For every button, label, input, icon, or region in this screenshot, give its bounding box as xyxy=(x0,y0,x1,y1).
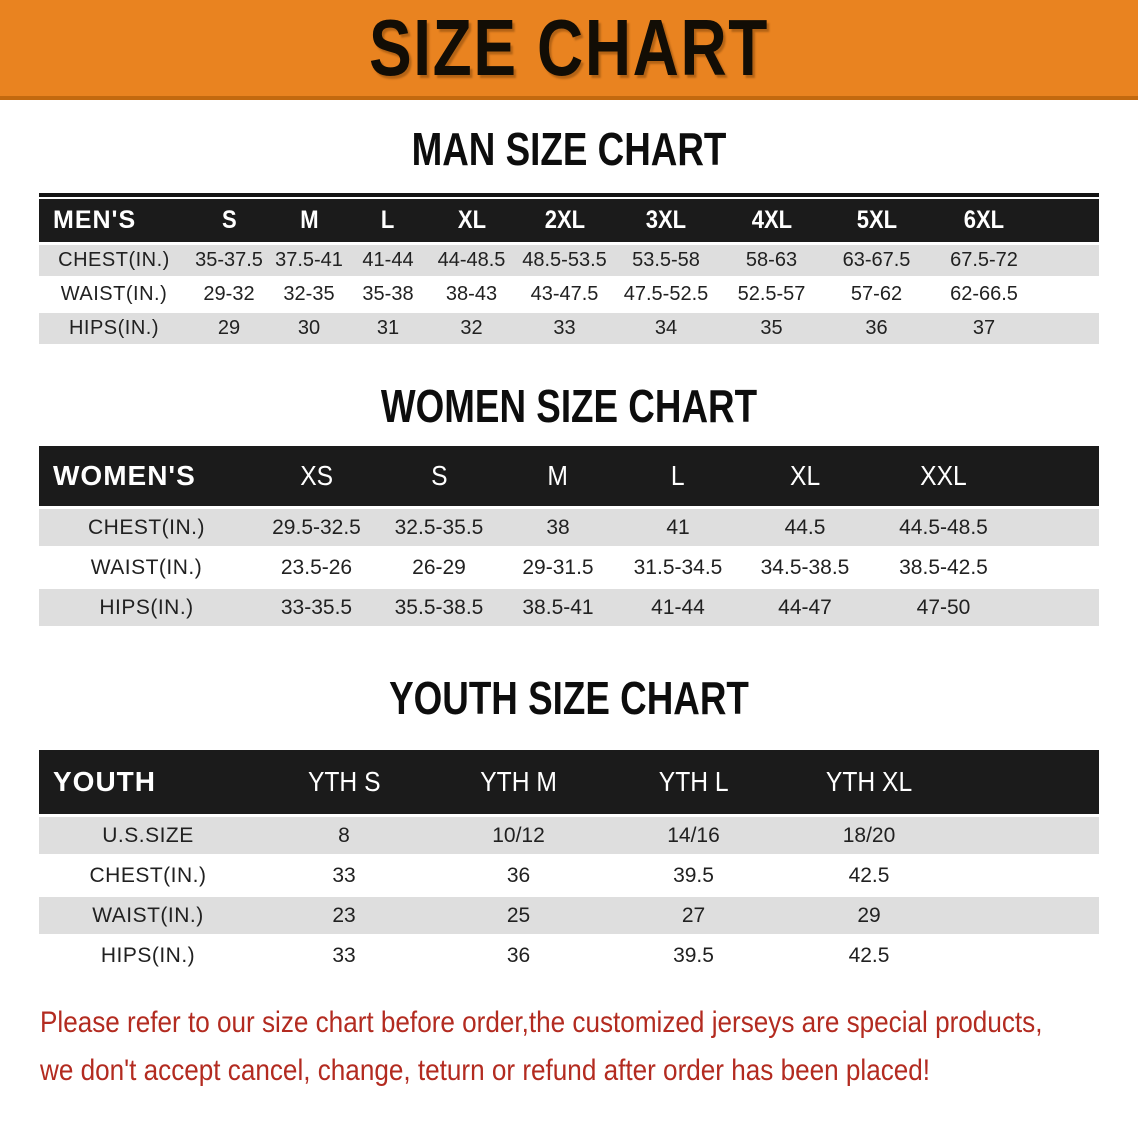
youth-size-col xyxy=(431,750,606,816)
table-cell: 29-32 xyxy=(189,278,269,312)
table-cell: 67.5-72 xyxy=(929,244,1039,278)
table-cell: 35 xyxy=(719,312,824,346)
table-cell: 47.5-52.5 xyxy=(613,278,719,312)
spacer-cell xyxy=(1039,278,1099,312)
spacer-cell xyxy=(1016,508,1099,548)
row-label: WAIST(IN.) xyxy=(39,548,254,588)
table-cell: 36 xyxy=(431,936,606,976)
table-cell: 10/12 xyxy=(431,816,606,856)
men-header-row xyxy=(39,199,1099,244)
table-cell: 33 xyxy=(257,936,431,976)
order-notice xyxy=(40,999,1138,1095)
table-cell: 34.5-38.5 xyxy=(739,548,871,588)
table-cell: 48.5-53.5 xyxy=(516,244,613,278)
women-size-xs: XS xyxy=(300,459,333,491)
table-cell: 29.5-32.5 xyxy=(254,508,379,548)
youth-chest-row xyxy=(39,856,1099,896)
women-table-label: WOMEN'S xyxy=(39,446,254,508)
table-cell: 27 xyxy=(606,896,781,936)
youth-hips-row xyxy=(39,936,1099,976)
row-label: CHEST(IN.) xyxy=(39,244,189,278)
row-label: HIPS(IN.) xyxy=(39,588,254,628)
table-cell: 39.5 xyxy=(606,936,781,976)
row-label: HIPS(IN.) xyxy=(39,312,189,346)
women-waist-row xyxy=(39,548,1099,588)
women-size-table xyxy=(39,446,1099,630)
youth-waist-row xyxy=(39,896,1099,936)
youth-size-m: YTH M xyxy=(480,766,557,798)
women-size-xxl: XXL xyxy=(920,459,967,491)
table-cell: 41-44 xyxy=(617,588,739,628)
spacer-cell xyxy=(957,816,1099,856)
men-hips-row xyxy=(39,312,1099,346)
women-chest-row xyxy=(39,508,1099,548)
row-label: WAIST(IN.) xyxy=(39,278,189,312)
table-cell: 26-29 xyxy=(379,548,499,588)
table-cell: 37.5-41 xyxy=(269,244,349,278)
women-size-col xyxy=(499,446,617,508)
table-cell: 33 xyxy=(257,856,431,896)
men-table-label: MEN'S xyxy=(39,199,189,244)
table-cell: 33 xyxy=(516,312,613,346)
table-cell: 41 xyxy=(617,508,739,548)
women-size-col xyxy=(871,446,1016,508)
table-cell: 35-37.5 xyxy=(189,244,269,278)
table-cell: 23 xyxy=(257,896,431,936)
women-header-row xyxy=(39,446,1099,508)
women-table xyxy=(39,446,1099,630)
table-cell: 38.5-41 xyxy=(499,588,617,628)
women-size-col xyxy=(739,446,871,508)
table-cell: 42.5 xyxy=(781,856,957,896)
youth-size-l: YTH L xyxy=(658,766,729,798)
spacer-cell xyxy=(1016,548,1099,588)
youth-size-col xyxy=(781,750,957,816)
row-label: WAIST(IN.) xyxy=(39,896,257,936)
women-size-col xyxy=(617,446,739,508)
men-size-3xl: 3XL xyxy=(645,205,687,234)
men-size-col xyxy=(516,199,613,244)
table-cell: 35.5-38.5 xyxy=(379,588,499,628)
table-cell: 34 xyxy=(613,312,719,346)
women-size-xl: XL xyxy=(789,459,821,491)
table-cell: 29 xyxy=(781,896,957,936)
table-cell: 47-50 xyxy=(871,588,1016,628)
table-cell: 8 xyxy=(257,816,431,856)
youth-header-row xyxy=(39,750,1099,816)
row-label: CHEST(IN.) xyxy=(39,508,254,548)
youth-ussize-row xyxy=(39,816,1099,856)
row-label: U.S.SIZE xyxy=(39,816,257,856)
spacer-cell xyxy=(1016,446,1099,508)
men-waist-row xyxy=(39,278,1099,312)
banner-title: SIZE CHART xyxy=(369,3,769,92)
table-cell: 18/20 xyxy=(781,816,957,856)
spacer-cell xyxy=(1039,199,1099,244)
row-label: HIPS(IN.) xyxy=(39,936,257,976)
men-size-5xl: 5XL xyxy=(856,205,897,234)
size-chart-banner xyxy=(0,0,1138,100)
notice-line-1: Please refer to our size chart before order,the customized jerseys are special products, xyxy=(40,1006,1043,1040)
women-size-col xyxy=(379,446,499,508)
spacer-cell xyxy=(1039,312,1099,346)
men-size-col xyxy=(613,199,719,244)
men-size-col xyxy=(929,199,1039,244)
youth-chart-heading: YOUTH SIZE CHART xyxy=(389,672,749,725)
men-size-l: L xyxy=(381,205,395,234)
men-size-s: S xyxy=(221,205,237,234)
women-size-l: L xyxy=(671,459,685,491)
table-cell: 14/16 xyxy=(606,816,781,856)
table-cell: 29-31.5 xyxy=(499,548,617,588)
men-chest-row xyxy=(39,244,1099,278)
men-table xyxy=(39,199,1099,348)
table-cell: 63-67.5 xyxy=(824,244,929,278)
table-cell: 57-62 xyxy=(824,278,929,312)
spacer-cell xyxy=(957,936,1099,976)
men-size-col xyxy=(824,199,929,244)
table-cell: 38 xyxy=(499,508,617,548)
youth-table xyxy=(39,750,1099,978)
table-cell: 32.5-35.5 xyxy=(379,508,499,548)
women-size-m: M xyxy=(547,459,569,491)
spacer-cell xyxy=(957,896,1099,936)
table-cell: 58-63 xyxy=(719,244,824,278)
men-size-xl: XL xyxy=(457,205,486,234)
men-size-6xl: 6XL xyxy=(963,205,1005,234)
table-cell: 32-35 xyxy=(269,278,349,312)
men-size-table xyxy=(39,193,1099,348)
men-size-m: M xyxy=(299,205,319,234)
youth-size-table xyxy=(39,750,1099,978)
table-cell: 37 xyxy=(929,312,1039,346)
table-cell: 36 xyxy=(431,856,606,896)
table-cell: 38-43 xyxy=(427,278,516,312)
women-chart-heading: WOMEN SIZE CHART xyxy=(380,380,758,433)
table-cell: 25 xyxy=(431,896,606,936)
table-cell: 31.5-34.5 xyxy=(617,548,739,588)
spacer-cell xyxy=(1039,244,1099,278)
men-size-col xyxy=(427,199,516,244)
table-cell: 42.5 xyxy=(781,936,957,976)
table-cell: 41-44 xyxy=(349,244,427,278)
men-size-col xyxy=(189,199,269,244)
youth-size-xl: YTH XL xyxy=(825,766,913,798)
table-cell: 33-35.5 xyxy=(254,588,379,628)
table-cell: 36 xyxy=(824,312,929,346)
youth-size-s: YTH S xyxy=(307,766,381,798)
table-cell: 31 xyxy=(349,312,427,346)
notice-line-2: we don't accept cancel, change, teturn or refund after order has been placed! xyxy=(40,1054,931,1088)
table-cell: 30 xyxy=(269,312,349,346)
table-cell: 52.5-57 xyxy=(719,278,824,312)
men-size-col xyxy=(269,199,349,244)
table-cell: 23.5-26 xyxy=(254,548,379,588)
table-cell: 35-38 xyxy=(349,278,427,312)
youth-table-label: YOUTH xyxy=(39,750,257,816)
table-cell: 44-48.5 xyxy=(427,244,516,278)
table-cell: 44.5-48.5 xyxy=(871,508,1016,548)
man-chart-heading: MAN SIZE CHART xyxy=(411,123,727,175)
men-size-2xl: 2XL xyxy=(544,205,585,234)
table-cell: 44-47 xyxy=(739,588,871,628)
women-size-s: S xyxy=(430,459,448,491)
table-cell: 44.5 xyxy=(739,508,871,548)
spacer-cell xyxy=(957,750,1099,816)
table-cell: 38.5-42.5 xyxy=(871,548,1016,588)
table-cell: 29 xyxy=(189,312,269,346)
table-cell: 43-47.5 xyxy=(516,278,613,312)
women-size-col xyxy=(254,446,379,508)
row-label: CHEST(IN.) xyxy=(39,856,257,896)
youth-size-col xyxy=(257,750,431,816)
spacer-cell xyxy=(1016,588,1099,628)
men-size-col xyxy=(349,199,427,244)
table-cell: 39.5 xyxy=(606,856,781,896)
women-hips-row xyxy=(39,588,1099,628)
men-size-4xl: 4XL xyxy=(751,205,792,234)
table-cell: 62-66.5 xyxy=(929,278,1039,312)
youth-size-col xyxy=(606,750,781,816)
spacer-cell xyxy=(957,856,1099,896)
men-size-col xyxy=(719,199,824,244)
table-cell: 32 xyxy=(427,312,516,346)
table-cell: 53.5-58 xyxy=(613,244,719,278)
